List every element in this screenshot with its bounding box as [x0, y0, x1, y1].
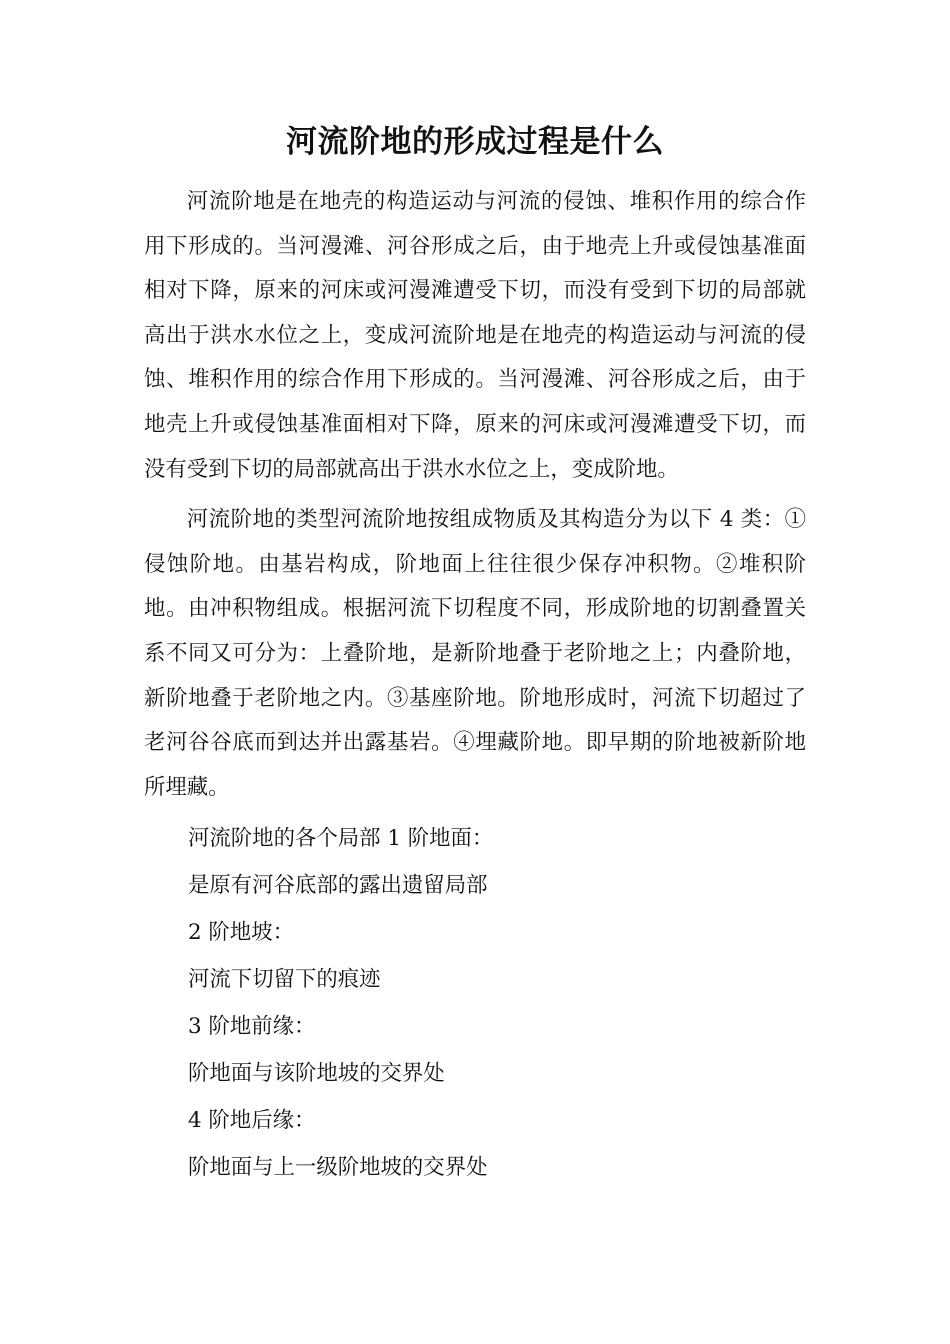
document-body: [144, 180, 806, 1192]
line-terrace-back-edge-desc: 阶地面与上一级阶地坡的交界处: [188, 1155, 488, 1181]
line-terrace-slope: 2 阶地坡：: [188, 920, 294, 946]
paragraph-formation: 河流阶地是在地壳的构造运动与河流的侵蚀、堆积作用的综合作用下形成的。当河漫滩、河谷形成之后，由于地壳上升或侵蚀基准面相对下降，原来的河床或河漫滩遭受下切，而没有受到下切的局部就高出于洪水水位之上，变成河流阶地是在地壳的构造运动与河流的侵蚀、堆积作用的综合作用下形成的。当河漫滩、河谷形成之后，由于地壳上升或侵蚀基准面相对下降，原来的河床或河漫滩遭受下切，而没有受到下切的局部就高出于洪水水位之上，变成阶地。: [144, 189, 806, 482]
document-title: 河流阶地的形成过程是什么: [286, 124, 664, 160]
line-terrace-front-edge: 3 阶地前缘：: [188, 1014, 316, 1040]
line-terrace-back-edge: 4 阶地后缘：: [188, 1108, 316, 1134]
line-terrace-surface-desc: 是原有河谷底部的露出遗留局部: [188, 873, 488, 899]
line-terrace-slope-desc: 河流下切留下的痕迹: [188, 967, 381, 993]
line-terrace-front-edge-desc: 阶地面与该阶地坡的交界处: [188, 1061, 445, 1087]
paragraph-types: 河流阶地的类型河流阶地按组成物质及其构造分为以下 4 类：①侵蚀阶地。由基岩构成，阶地面上往往很少保存冲积物。②堆积阶地。由冲积物组成。根据河流下切程度不同，形成阶地的切割叠置关系不同又可分为：上叠阶地，是新阶地叠于老阶地之上；内叠阶地，新阶地叠于老阶地之内。③基座阶地。阶地形成时，河流下切超过了老河谷谷底而到达并出露基岩。④埋藏阶地。即早期的阶地被新阶地所埋藏。: [144, 507, 806, 800]
line-parts-intro: 河流阶地的各个局部 1 阶地面：: [188, 826, 494, 852]
